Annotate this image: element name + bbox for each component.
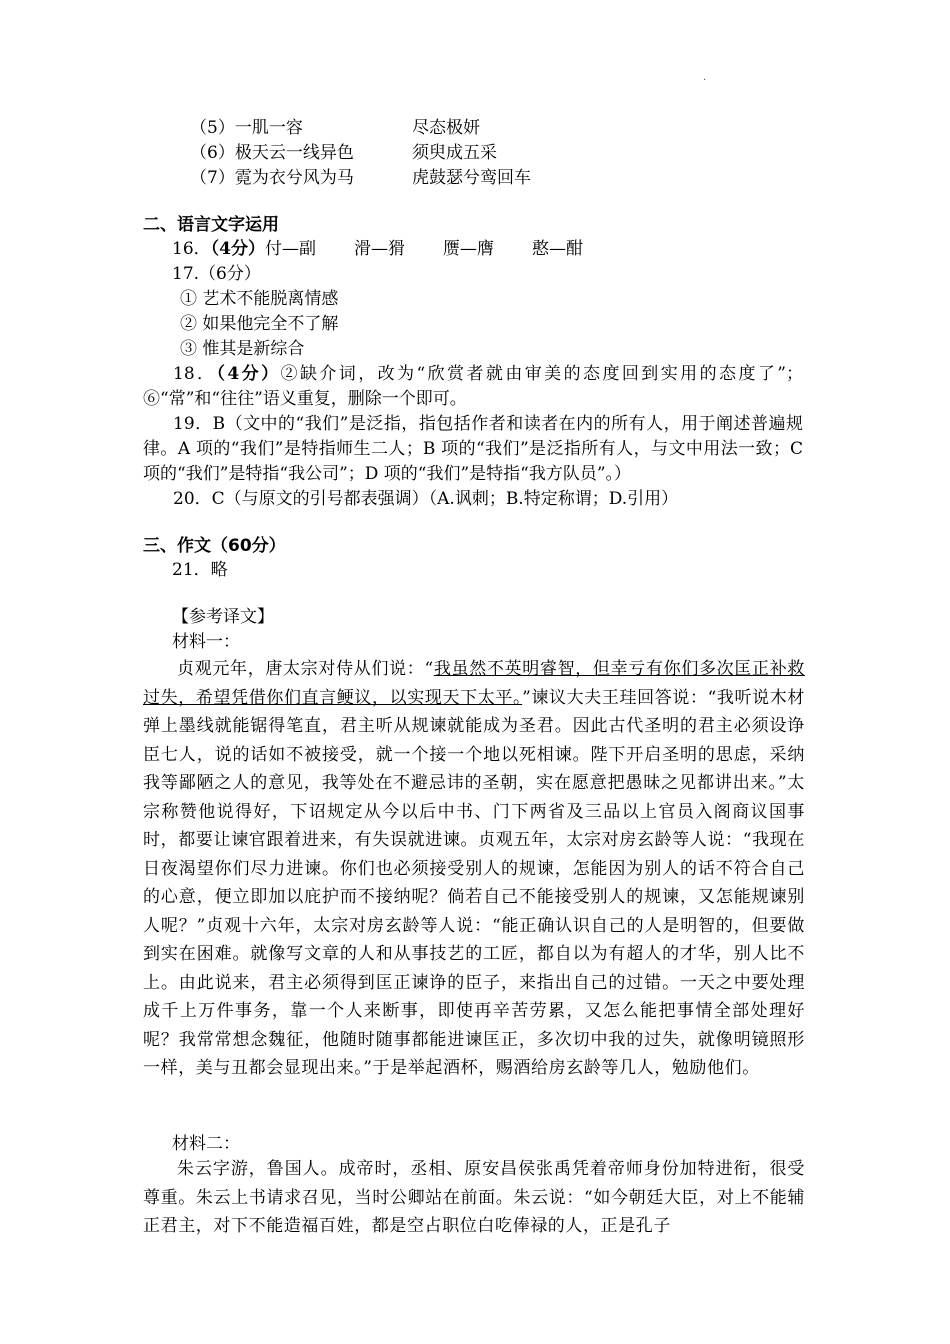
q18-text: ②缺介词，改为“欣赏者就由审美的态度回到实用的态度了”；⑥“常”和“往往”语义重复，删除一个即可。 [143,364,803,409]
question-21: 21．略 [172,560,228,580]
question-16 [172,237,583,261]
question-20: 20．C（与原文的引号都表强调）（A.讽刺；B.特定称谓；D.引用） [173,489,679,509]
q17-item: ③ 惟其是新综合 [180,339,305,359]
q16-item: 滑—猾 [353,239,405,259]
m1-underlined-quote: 我虽然不英明睿智，但幸亏有你们多次匡正补救过失，希望凭借你们直言鲠议，以实现天下太平。 [143,659,805,708]
q16-item: 赝—膺 [442,239,494,259]
q16-item: 付—副 [264,239,316,259]
material-1-text [143,655,805,1083]
material-2-text: 朱云字游，鲁国人。成帝时，丞相、原安昌侯张禹凭着帝师身份加特进衔，很受尊重。朱云上书请求召见，当时公卿站在前面。朱云说：“如今朝廷大臣，对上不能辅正君主，对下不能造福百姓，都是空占职位白吃俸禄的人，正是孔子 [143,1159,805,1236]
q18-score: （4分） [216,364,281,384]
pair-item-5-b: 尽态极妍 [412,118,480,138]
reference-title: 【参考译文】 [172,607,274,627]
pair-item-7-a: （7）霓为衣兮风为马 [190,168,354,188]
q18-number: 18． [173,364,217,384]
q16-score: （4分） [210,239,265,259]
material-1-label: 材料一： [172,632,240,652]
q17-item: ① 艺术不能脱离情感 [180,289,339,309]
pair-item-6-a: （6）极天云一线异色 [190,143,354,163]
pair-item-5-a: （5）一肌一容 [190,118,303,138]
pair-item-7-b: 虎鼓瑟兮鸾回车 [412,168,531,188]
question-18 [143,362,803,412]
question-19: 19．B（文中的“我们”是泛指，指包括作者和读者在内的所有人，用于阐述普遍规律。A 项的“我们”是特指师生二人；B 项的“我们”是泛指所有人，与文中用法一致；C 项的“我们”是特指“我公司”；D 项的“我们”是特指“我方队员”。） [143,414,803,484]
q16-item: 憨—酣 [531,239,583,259]
m1-intro: 贞观元年，唐太宗对侍从们说：“ [177,659,434,679]
material-2-label: 材料二： [172,1134,240,1154]
q17-label: 17.（6分） [172,264,261,284]
q16-number: 16． [172,239,211,259]
m1-body: ”谏议大夫王珪回答说：“我听说木材弹上墨线就能锯得笔直，君主听从规谏就能成为圣君。因此古代圣明的君主必须设诤臣七人，说的话如不被接受，就一个接一个地以死相谏。陛下开启圣明的思虑，采纳我等鄙陋之人的意见，我等处在不避忌讳的圣朝，实在愿意把愚昧之见都讲出来。”太宗称赞他说得好，下诏规定从今以后中书、门下两省及三品以上官员入阁商议国事时，都要让谏官跟着进来，有失误就进谏。贞观五年，太宗对房玄龄等人说：“我现在日夜渴望你们尽力进谏。你们也必须接受别人的规谏，怎能因为别人的话不符合自己的心意，便立即加以庇护而不接纳呢？倘若自己不能接受别人的规谏，又怎能规谏别人呢？”贞观十六年，太宗对房玄龄等人说：“能正确认识自己的人是明智的，但要做到实在困难。就像写文章的人和从事技艺的工匠，都自以为有超人的才华，别人比不上。由此说来，君主必须得到匡正谏诤的臣子，来指出自己的过错。一天之中要处理成千上万件事务，靠一个人来断事，即使再辛苦劳累，又怎么能把事情全部处理好呢？我常常想念魏征，他随时随事都能进谏匡正，多次切中我的过失，就像明镜照形一样，美与丑都会显现出来。”于是举起酒杯，赐酒给房玄龄等几人，勉励他们。 [143,687,805,1078]
header-mark: . [703,72,707,83]
section-2-title: 二、语言文字运用 [143,215,279,235]
pair-item-6-b: 须臾成五采 [412,143,497,163]
section-3-title: 三、作文（60分） [143,536,286,556]
q17-item: ② 如果他完全不了解 [180,314,339,334]
